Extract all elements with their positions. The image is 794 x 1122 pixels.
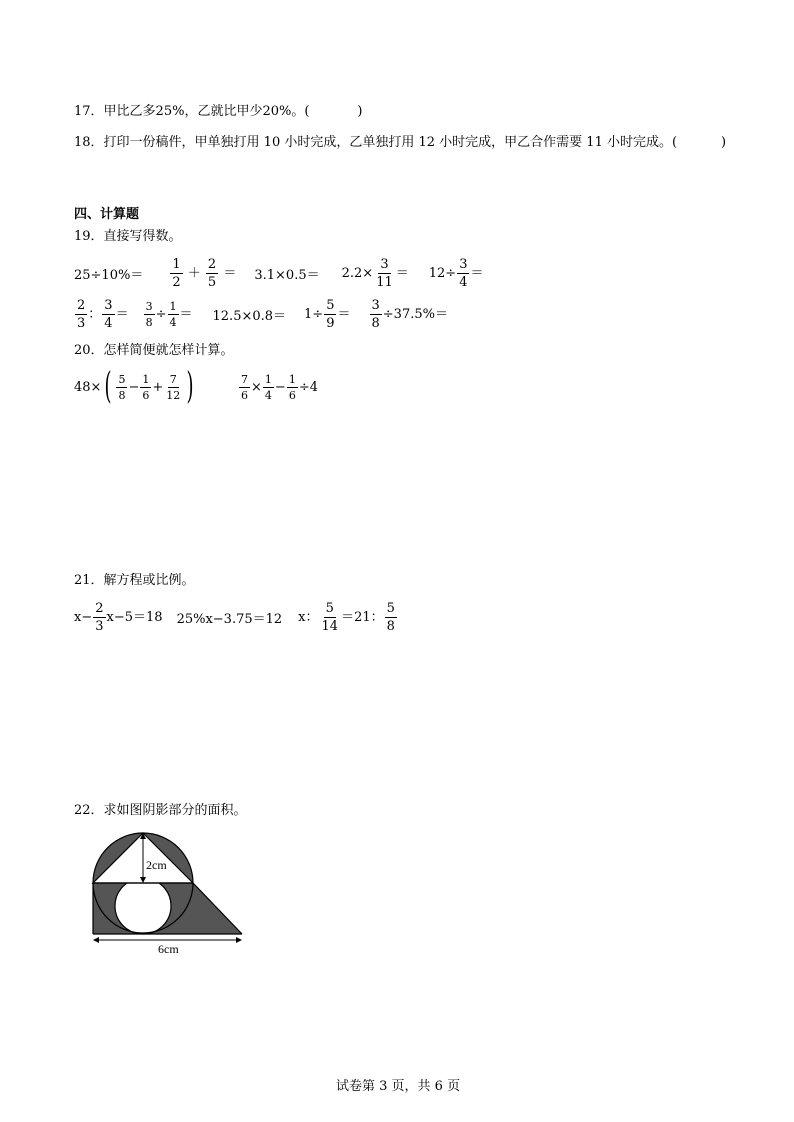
instruction-text: 怎样简便就怎样计算。 bbox=[103, 343, 234, 358]
width-arrow-head-left bbox=[93, 937, 99, 943]
numerator: 5 bbox=[325, 600, 334, 616]
expr-2-2-times-fraction bbox=[342, 258, 409, 289]
inner-white-circle bbox=[115, 878, 171, 934]
height-label: 2cm bbox=[146, 858, 167, 872]
question-20-instruction bbox=[74, 343, 234, 359]
denominator: 6 bbox=[288, 388, 296, 402]
operator: ÷ bbox=[155, 306, 167, 322]
equation-2: 25%x−3.75＝12 bbox=[176, 611, 283, 627]
suffix: x−5＝18 bbox=[106, 609, 163, 625]
question-text: 打印一份稿件，甲单独打用 10 小时完成，乙单独打用 12 小时完成，甲乙合作需要 11 小时完成。( bbox=[103, 135, 678, 150]
numerator: 5 bbox=[118, 372, 126, 386]
numerator: 7 bbox=[241, 372, 248, 386]
operator: × bbox=[251, 379, 262, 395]
denominator: 6 bbox=[142, 388, 150, 402]
expr-12-5-times-0-8: 12.5×0.8＝ bbox=[212, 308, 287, 324]
suffix: ÷37.5%＝ bbox=[382, 306, 448, 322]
equals: ＝ bbox=[337, 306, 351, 322]
operator: − bbox=[274, 379, 286, 395]
denominator: 3 bbox=[95, 618, 104, 634]
denominator: 6 bbox=[241, 388, 248, 402]
expr-3-1-times-0-5: 3.1×0.5＝ bbox=[254, 267, 320, 283]
operator: − bbox=[128, 379, 140, 395]
question-number: 18． bbox=[74, 135, 104, 150]
denominator: 8 bbox=[386, 618, 395, 634]
prefix: 48× bbox=[74, 379, 102, 395]
equals: ＝ bbox=[395, 265, 409, 281]
numerator: 1 bbox=[264, 372, 272, 386]
right-paren: ) bbox=[186, 366, 194, 407]
prefix: 1÷ bbox=[304, 306, 324, 322]
denominator: 14 bbox=[321, 618, 339, 634]
denominator: 4 bbox=[169, 315, 177, 329]
denominator: 5 bbox=[207, 274, 217, 290]
equals: ＝ bbox=[179, 306, 193, 322]
equals: ＝ bbox=[223, 265, 237, 281]
numerator: 5 bbox=[386, 600, 395, 616]
instruction-text: 直接写得数。 bbox=[103, 229, 182, 244]
expr-fraction-div-37-5pct bbox=[369, 299, 448, 330]
q20-expression-2 bbox=[238, 367, 318, 407]
numerator: 2 bbox=[77, 297, 86, 313]
numerator: 2 bbox=[95, 600, 104, 616]
q21-equations bbox=[74, 599, 398, 635]
denominator: 4 bbox=[264, 388, 272, 402]
numerator: 3 bbox=[380, 256, 389, 272]
shaded-area-figure bbox=[86, 828, 252, 960]
numerator: 3 bbox=[104, 297, 113, 313]
left-paren: ( bbox=[104, 366, 112, 407]
instruction-text: 解方程或比例。 bbox=[103, 573, 195, 588]
instruction-text: 求如图阴影部分的面积。 bbox=[103, 803, 247, 818]
question-number: 20． bbox=[74, 343, 104, 358]
q19-row-1 bbox=[74, 256, 483, 290]
equation-3 bbox=[298, 602, 398, 633]
equation-1 bbox=[74, 602, 163, 633]
denominator: 8 bbox=[371, 315, 380, 331]
operator: + bbox=[152, 379, 164, 395]
denominator: 11 bbox=[376, 274, 393, 290]
numerator: 2 bbox=[207, 256, 217, 272]
q19-row-2 bbox=[74, 297, 448, 331]
denominator: 8 bbox=[118, 388, 126, 402]
question-number: 21． bbox=[74, 573, 104, 588]
question-22-instruction bbox=[74, 803, 247, 819]
width-arrow-head-right bbox=[236, 937, 242, 943]
section-title: 四、计算题 bbox=[74, 207, 140, 222]
numerator: 3 bbox=[145, 299, 153, 313]
operator: ＋ bbox=[187, 265, 201, 281]
numerator: 3 bbox=[371, 297, 380, 313]
numerator: 3 bbox=[459, 256, 468, 272]
expr-12-div-fraction bbox=[429, 258, 484, 289]
equals: ＝ bbox=[115, 306, 129, 322]
close-paren: ) bbox=[357, 104, 363, 119]
question-21-instruction bbox=[74, 573, 195, 589]
equals: ＝ bbox=[470, 265, 484, 281]
question-text: 甲比乙多25%，乙就比甲少20%。( bbox=[103, 104, 310, 119]
question-19-instruction bbox=[74, 229, 182, 245]
suffix: ÷4 bbox=[298, 379, 318, 395]
denominator: 4 bbox=[104, 315, 113, 331]
expr-1-div-fraction bbox=[304, 299, 350, 330]
expr-25-div-10pct: 25÷10%＝ bbox=[74, 267, 144, 283]
width-label: 6cm bbox=[158, 942, 179, 956]
denominator: 12 bbox=[166, 388, 181, 402]
question-17 bbox=[74, 104, 363, 120]
denominator: 2 bbox=[172, 274, 181, 290]
prefix: x： bbox=[298, 609, 319, 625]
close-paren: ) bbox=[721, 135, 727, 150]
prefix: 2.2× bbox=[341, 265, 374, 281]
q20-expression-1 bbox=[74, 367, 197, 407]
page-footer: 试卷第 3 页，共 6 页 bbox=[336, 1079, 461, 1094]
numerator: 5 bbox=[326, 297, 335, 313]
expr-ratio-two-thirds-three-quarters bbox=[74, 299, 129, 330]
question-number: 17． bbox=[74, 104, 104, 119]
numerator: 7 bbox=[169, 372, 177, 386]
denominator: 4 bbox=[459, 274, 468, 290]
numerator: 1 bbox=[172, 256, 181, 272]
expr-three-eighths-div-quarter bbox=[143, 301, 193, 328]
denominator: 3 bbox=[77, 315, 86, 331]
prefix: x− bbox=[74, 609, 93, 625]
denominator: 9 bbox=[326, 315, 335, 331]
expr-half-plus-two-fifths bbox=[169, 258, 236, 289]
question-number: 22． bbox=[74, 803, 104, 818]
middle: ＝21： bbox=[341, 609, 384, 625]
numerator: 1 bbox=[288, 372, 296, 386]
numerator: 1 bbox=[169, 299, 177, 313]
prefix: 12÷ bbox=[428, 265, 457, 281]
operator: ： bbox=[88, 306, 102, 322]
question-18 bbox=[74, 135, 726, 151]
denominator: 8 bbox=[145, 315, 153, 329]
numerator: 1 bbox=[142, 372, 150, 386]
question-number: 19． bbox=[74, 229, 104, 244]
